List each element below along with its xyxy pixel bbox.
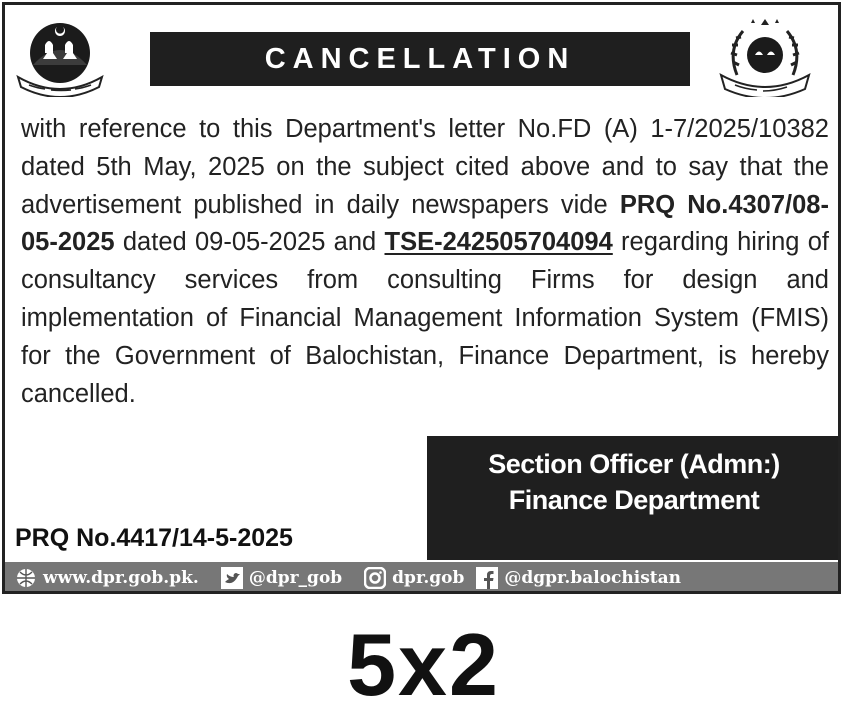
body-text-part-3: regarding hiring of consultancy services from consulting Firms for design and implementation of Financial Management Information System (FMIS) for the Government of Balochistan, Finance Department, is hereby cancelled. — [21, 228, 829, 408]
tse-reference: TSE-242505704094 — [384, 228, 613, 257]
body-text-part-1: with reference to this Department's letter No.FD (A) 1-7/2025/10382 dated 5th May, 2025 on the subject cited above and to say that the advertisement published in daily newspapers vide — [21, 115, 829, 219]
prq-reference: PRQ No.4307/08-05-2025 — [21, 190, 829, 257]
twitter-link[interactable] — [221, 567, 342, 589]
notice-body — [21, 111, 829, 413]
title-banner — [150, 32, 690, 86]
prq-number: PRQ No.4417/14-5-2025 — [15, 524, 293, 552]
advertisement-frame — [2, 2, 841, 594]
facebook-handle: @dgpr.balochistan — [504, 568, 682, 588]
balochistan-emblem-icon — [15, 15, 105, 97]
globe-icon — [15, 567, 37, 589]
website-text: www.dpr.gob.pk. — [43, 568, 199, 588]
instagram-handle: dpr.gob — [392, 568, 465, 588]
body-text-part-2: dated 09-05-2025 and — [114, 228, 385, 257]
instagram-link[interactable] — [364, 567, 464, 589]
website-link[interactable] — [15, 567, 199, 589]
ad-size-label: 5x2 — [347, 615, 500, 714]
page-title: CANCELLATION — [264, 42, 576, 75]
social-bar — [5, 562, 838, 594]
facebook-link[interactable] — [476, 567, 681, 589]
twitter-handle: @dpr_gob — [248, 568, 343, 588]
signatory-designation: Section Officer (Admn:) — [488, 449, 780, 479]
signatory-department: Finance Department — [508, 485, 760, 515]
instagram-icon — [364, 567, 386, 589]
twitter-icon — [221, 567, 243, 589]
signature-block — [427, 436, 841, 560]
finance-department-emblem-icon — [717, 15, 813, 97]
facebook-icon — [476, 567, 498, 589]
